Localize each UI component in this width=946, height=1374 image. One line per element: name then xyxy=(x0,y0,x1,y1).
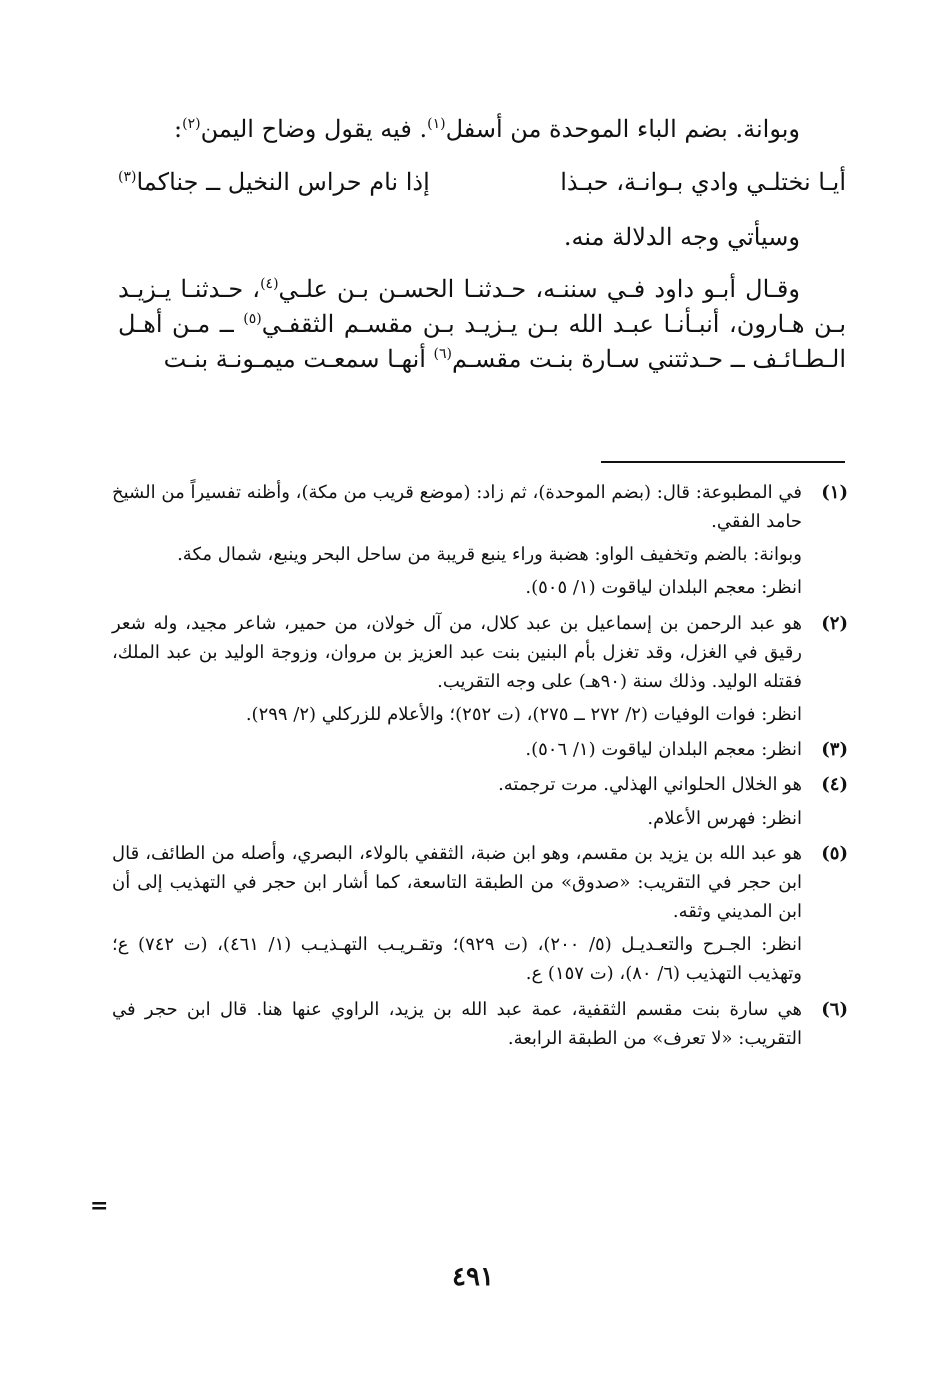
footnote-body xyxy=(112,995,802,1057)
poem-first-hemistich: أيـا نختلـي وادي بـوانـة، حبـذا xyxy=(560,167,846,196)
footnote-number: (١) xyxy=(821,482,848,503)
footnote-line: انظر: فهرس الأعلام. xyxy=(647,807,802,829)
footnotes xyxy=(112,478,848,1059)
footnote-line: هو عبد الرحمن بن إسماعيل بن عبد كلال، من آل خولان، من حمير، شاعر مجيد، وله شعر رقيق في الغزل، وقد تغزل بأم البنين بنت عبد العزيز بن مروان، وزوجة الوليد بن عبد الملك، فقتله الوليد. وذلك سنة (٩٠هـ) على وجه التقريب. xyxy=(112,612,802,692)
paragraph-1 xyxy=(118,112,846,147)
text-span: ــ مـن أهـل الـطـائـف ــ حـدثتني سـارة بنـت مقسـم xyxy=(118,310,846,373)
footnote-number: (٦) xyxy=(821,998,848,1020)
footnote-line: وبوانة: بالضم وتخفيف الواو: هضبة وراء ينبع قريبة من ساحل البحر وينبع، شمال مكة. xyxy=(177,544,802,566)
footnote-ref-1[interactable]: (١) xyxy=(427,116,446,132)
paragraph-3 xyxy=(118,272,846,376)
footnote-body xyxy=(112,770,802,836)
footnote-ref-3[interactable]: (٣) xyxy=(118,168,137,185)
paragraph-2: وسيأتي وجه الدلالة منه. xyxy=(563,222,800,251)
footnote-4 xyxy=(112,770,848,836)
main-text xyxy=(118,112,846,395)
footnote-line: هو الخلال الحلواني الهذلي. مرت ترجمته. xyxy=(498,774,802,796)
footnote-line: انظر: الجـرح والتعـديـل (٥/ ٢٠٠)، (ت ٩٢٩)؛ وتقـريـب التهـذيـب (١/ ٤٦١)، (ت ٧٤٢) ع؛ وتهذيب التهذيب (٦/ ٨٠)، (ت ١٥٧) ع. xyxy=(112,934,802,985)
footnote-separator xyxy=(601,461,845,463)
text-span: أنهـا سمعـت ميمـونـة بنـت xyxy=(163,344,434,373)
footnote-line: في المطبوعة: قال: (بضم الموحدة)، ثم زاد: (موضع قريب من مكة)، وأظنه تفسيراً من الشيخ حامد الفقي. xyxy=(112,482,802,533)
footnote-3 xyxy=(112,735,848,768)
footnote-1 xyxy=(112,478,848,607)
text-span: : xyxy=(174,115,183,143)
footnote-line: انظر: فوات الوفيات (٢/ ٢٧٢ ــ ٢٧٥)، (ت ٢٥٢)؛ والأعلام للزركلي (٢/ ٢٩٩). xyxy=(245,704,802,726)
continuation-mark: = xyxy=(90,1193,109,1219)
footnote-2 xyxy=(112,609,848,734)
footnote-body xyxy=(112,478,802,607)
footnote-line: انظر: معجم البلدان لياقوت (١/ ٥٠٥). xyxy=(525,577,802,599)
footnote-number: (٤) xyxy=(821,774,848,796)
text-span: . فيه يقول وضاح اليمن xyxy=(200,115,428,143)
footnote-number: (٢) xyxy=(821,612,848,634)
footnote-ref-2[interactable]: (٢) xyxy=(182,116,201,132)
poem-verse xyxy=(118,165,846,200)
text-span: إذا نام حراس النخيل ــ جناكما xyxy=(136,167,430,196)
text-span: ، حـدثنـا يـزيـد بـن هـارون، أنبـأنـا عبـد الله بـن يـزيـد بـن مقسـم الثقفـي xyxy=(118,275,847,339)
footnote-ref-4[interactable]: (٤) xyxy=(260,276,279,293)
text-span: وقـال أبـو داود فـي سننـه، حـدثنـا الحسـن بـن علـي xyxy=(278,275,800,304)
footnote-line: هو عبد الله بن يزيد بن مقسم، وهو ابن ضبة، الثقفي بالولاء، البصري، وأصله من الطائف، قال ابن حجر في التقريب: «صدوق» من الطبقة التاسعة، كما أشار ابن حجر في التهذيب إلى أن ابن المديني وثقه. xyxy=(112,842,802,923)
footnote-ref-6[interactable]: (٦) xyxy=(433,345,453,362)
text-span: وبوانة. بضم الباء الموحدة من أسفل xyxy=(445,115,800,143)
footnote-body xyxy=(112,839,802,993)
footnote-body xyxy=(112,735,802,768)
footnote-ref-5[interactable]: (٥) xyxy=(243,311,262,328)
page-number: ٤٩١ xyxy=(452,1262,494,1292)
footnote-number: (٣) xyxy=(821,739,848,761)
footnote-6 xyxy=(112,995,848,1057)
footnote-5 xyxy=(112,839,848,993)
footnote-body xyxy=(112,609,802,734)
poem-second-hemistich xyxy=(118,165,430,200)
footnote-line: انظر: معجم البلدان لياقوت (١/ ٥٠٦). xyxy=(525,739,802,761)
footnote-number: (٥) xyxy=(821,842,848,864)
footnote-line: هي سارة بنت مقسم الثقفية، عمة عبد الله بن يزيد، الراوي عنها هنا. قال ابن حجر في التقريب: «لا تعرف» من الطبقة الرابعة. xyxy=(112,998,802,1049)
